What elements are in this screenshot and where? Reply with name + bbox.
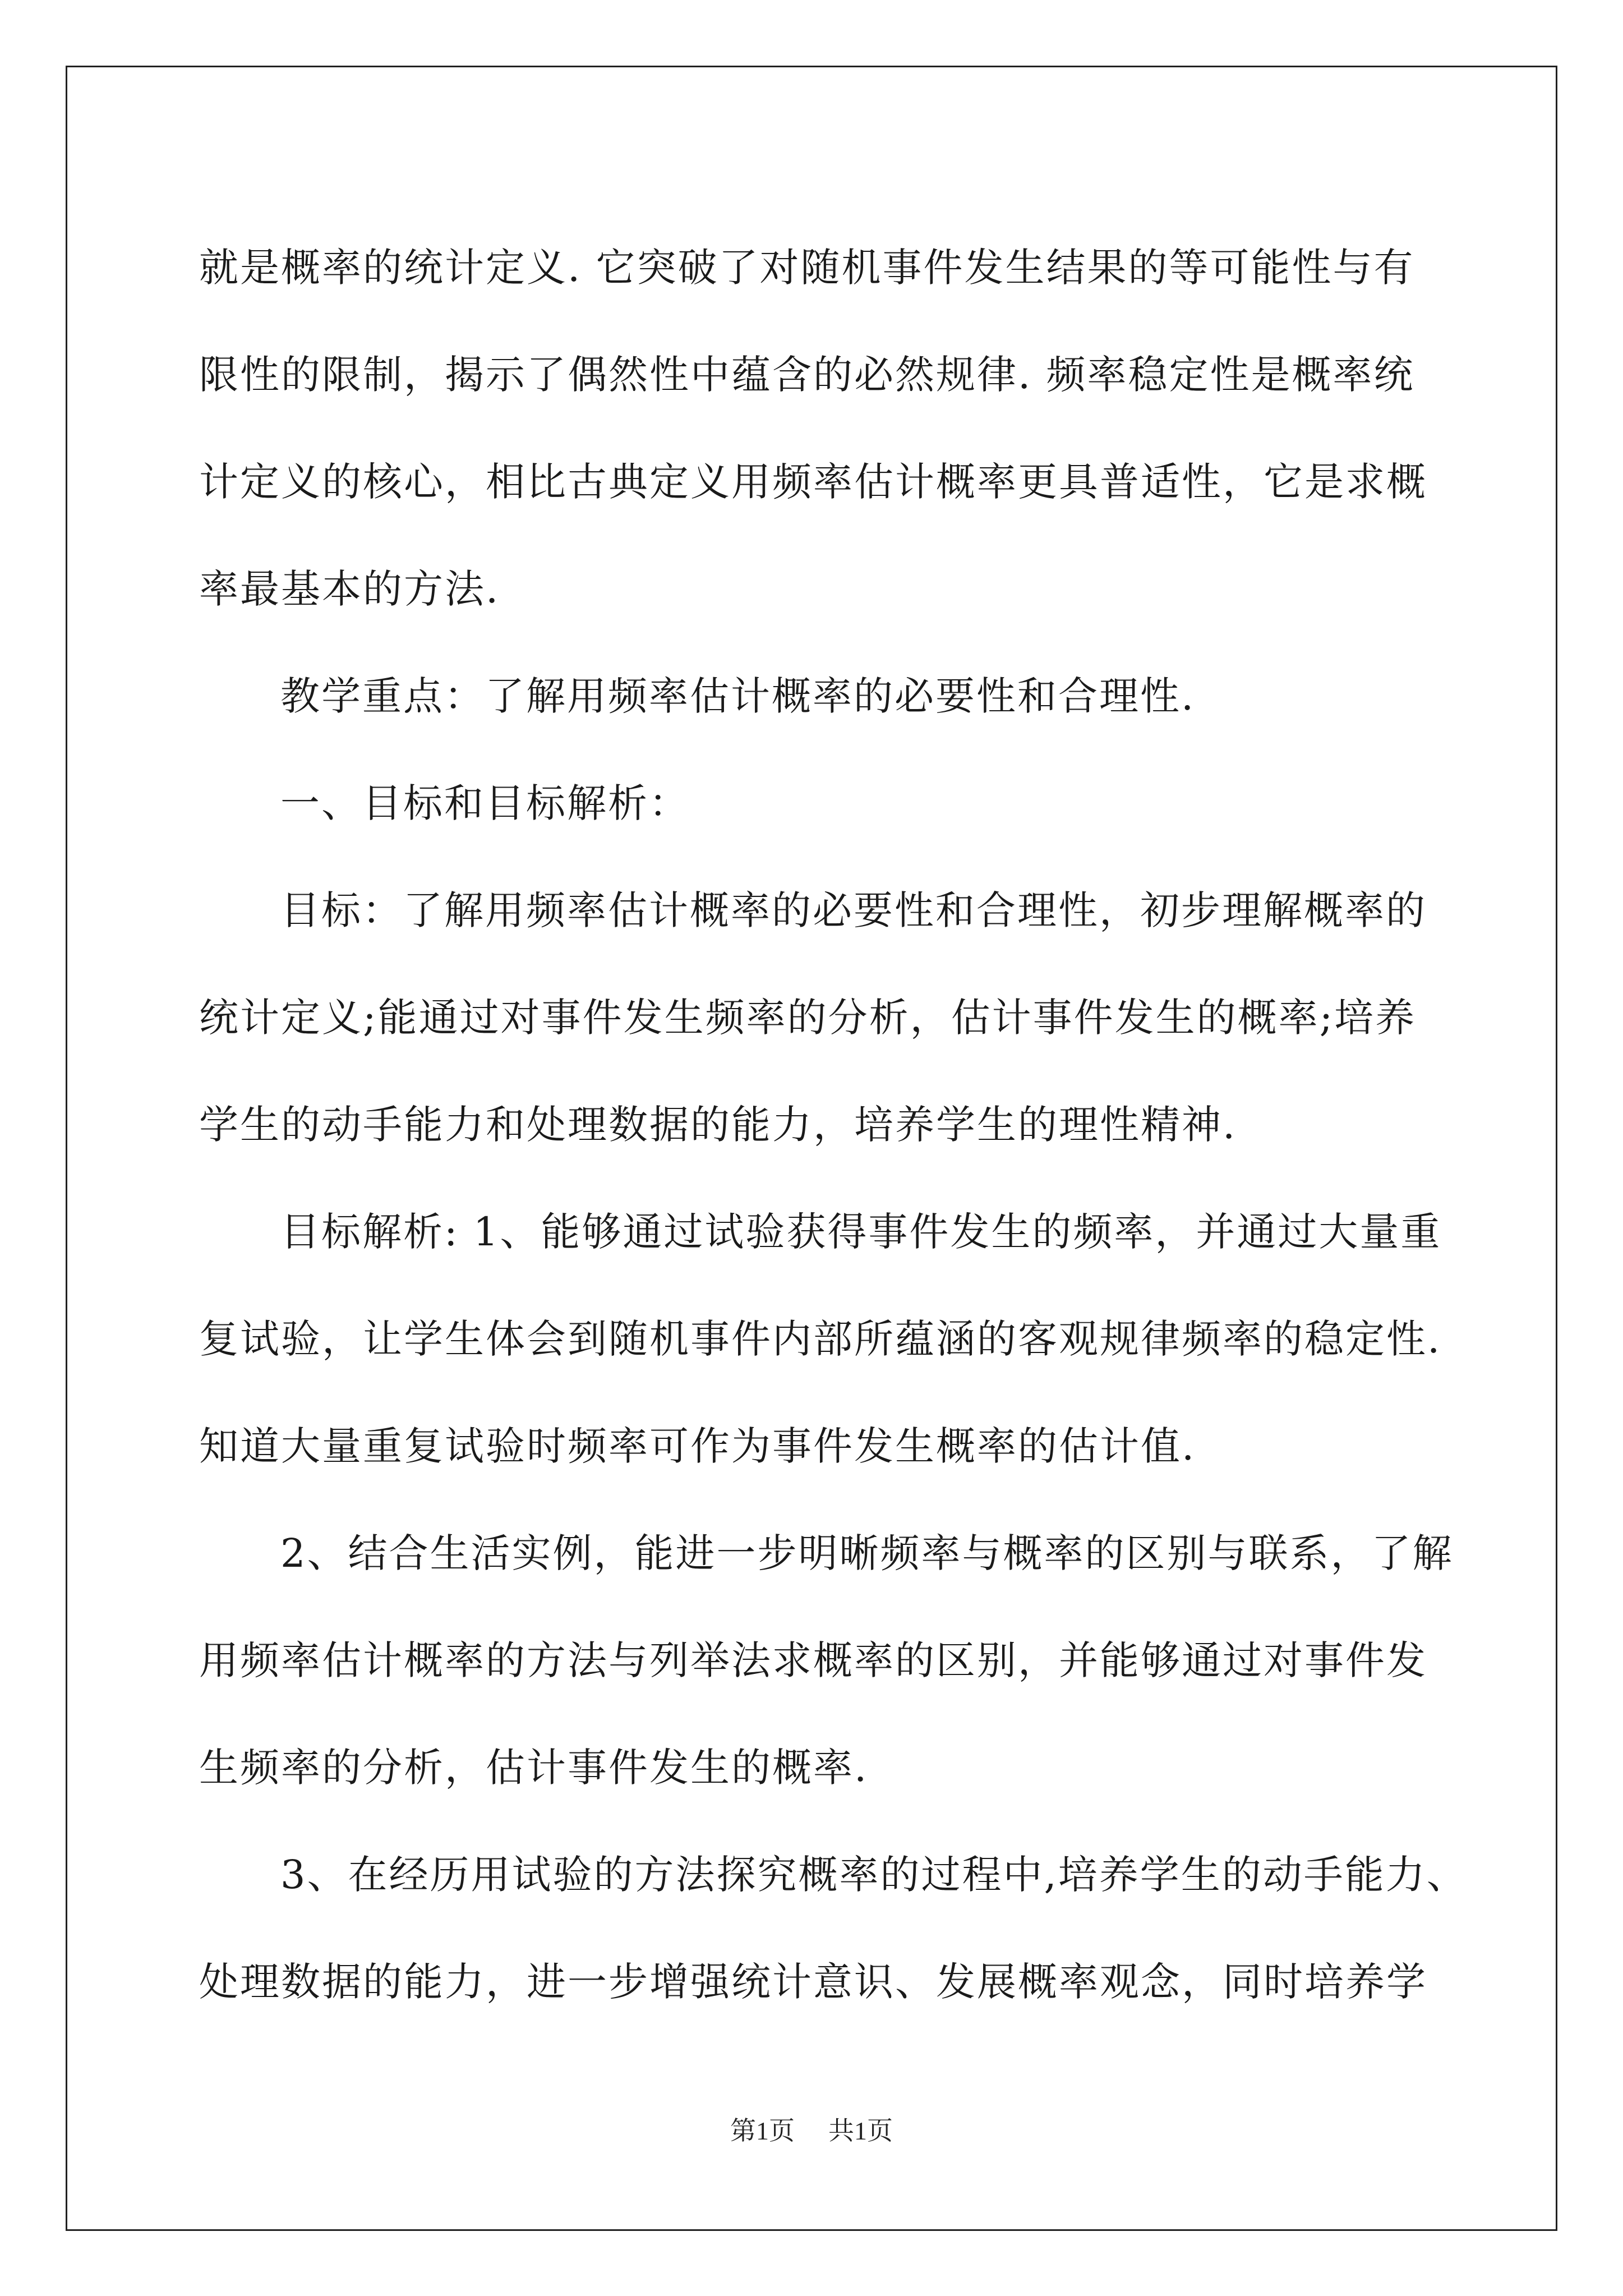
page-number: 第1页 xyxy=(730,2116,795,2145)
paragraph-definition xyxy=(199,214,1433,643)
text-line: 目标：了解用频率估计概率的必要性和合理性，初步理解概率的 xyxy=(280,887,1427,933)
paragraph-key-point xyxy=(199,643,1433,750)
text-line: 就是概率的统计定义. 它突破了对随机事件发生结果的等可能性与有 xyxy=(199,245,1415,291)
text-line: 限性的限制，揭示了偶然性中蕴含的必然规律. 频率稳定性是概率统 xyxy=(199,352,1415,398)
paragraph-analysis-3 xyxy=(199,1821,1468,2036)
text-line: 知道大量重复试验时频率可作为事件发生概率的估计值. xyxy=(199,1423,1196,1469)
text-line: 3、在经历用试验的方法探究概率的过程中,培养学生的动手能力、 xyxy=(280,1852,1468,1898)
paragraph-objective xyxy=(199,857,1433,1179)
page-footer xyxy=(0,2110,1623,2147)
paragraph-analysis-1 xyxy=(199,1179,1442,1500)
text-line: 教学重点：了解用频率估计概率的必要性和合理性. xyxy=(280,673,1196,719)
text-line: 2、结合生活实例，能进一步明晰频率与概率的区别与联系，了解 xyxy=(280,1530,1454,1576)
text-line: 学生的动手能力和处理数据的能力，培养学生的理性精神. xyxy=(199,1102,1237,1148)
text-line: 一、目标和目标解析： xyxy=(280,780,690,826)
document-body xyxy=(199,214,1468,2036)
text-line: 生频率的分析，估计事件发生的概率. xyxy=(199,1745,869,1791)
text-line: 计定义的核心，相比古典定义用频率估计概率更具普适性，它是求概 xyxy=(199,459,1427,505)
paragraph-analysis-2 xyxy=(199,1500,1454,1821)
text-line: 率最基本的方法. xyxy=(199,566,500,612)
text-line: 复试验，让学生体会到随机事件内部所蕴涵的客观规律频率的稳定性. xyxy=(199,1316,1442,1362)
text-line: 用频率估计概率的方法与列举法求概率的区别，并能够通过对事件发 xyxy=(199,1637,1427,1683)
page-total: 共1页 xyxy=(828,2116,893,2145)
text-line: 处理数据的能力，进一步增强统计意识、发展概率观念，同时培养学 xyxy=(199,1959,1427,2005)
section-heading xyxy=(199,750,1433,857)
text-line: 统计定义;能通过对事件发生频率的分析，估计事件发生的概率;培养 xyxy=(199,995,1417,1041)
text-line: 目标解析: 1、能够通过试验获得事件发生的频率，并通过大量重 xyxy=(280,1209,1442,1255)
